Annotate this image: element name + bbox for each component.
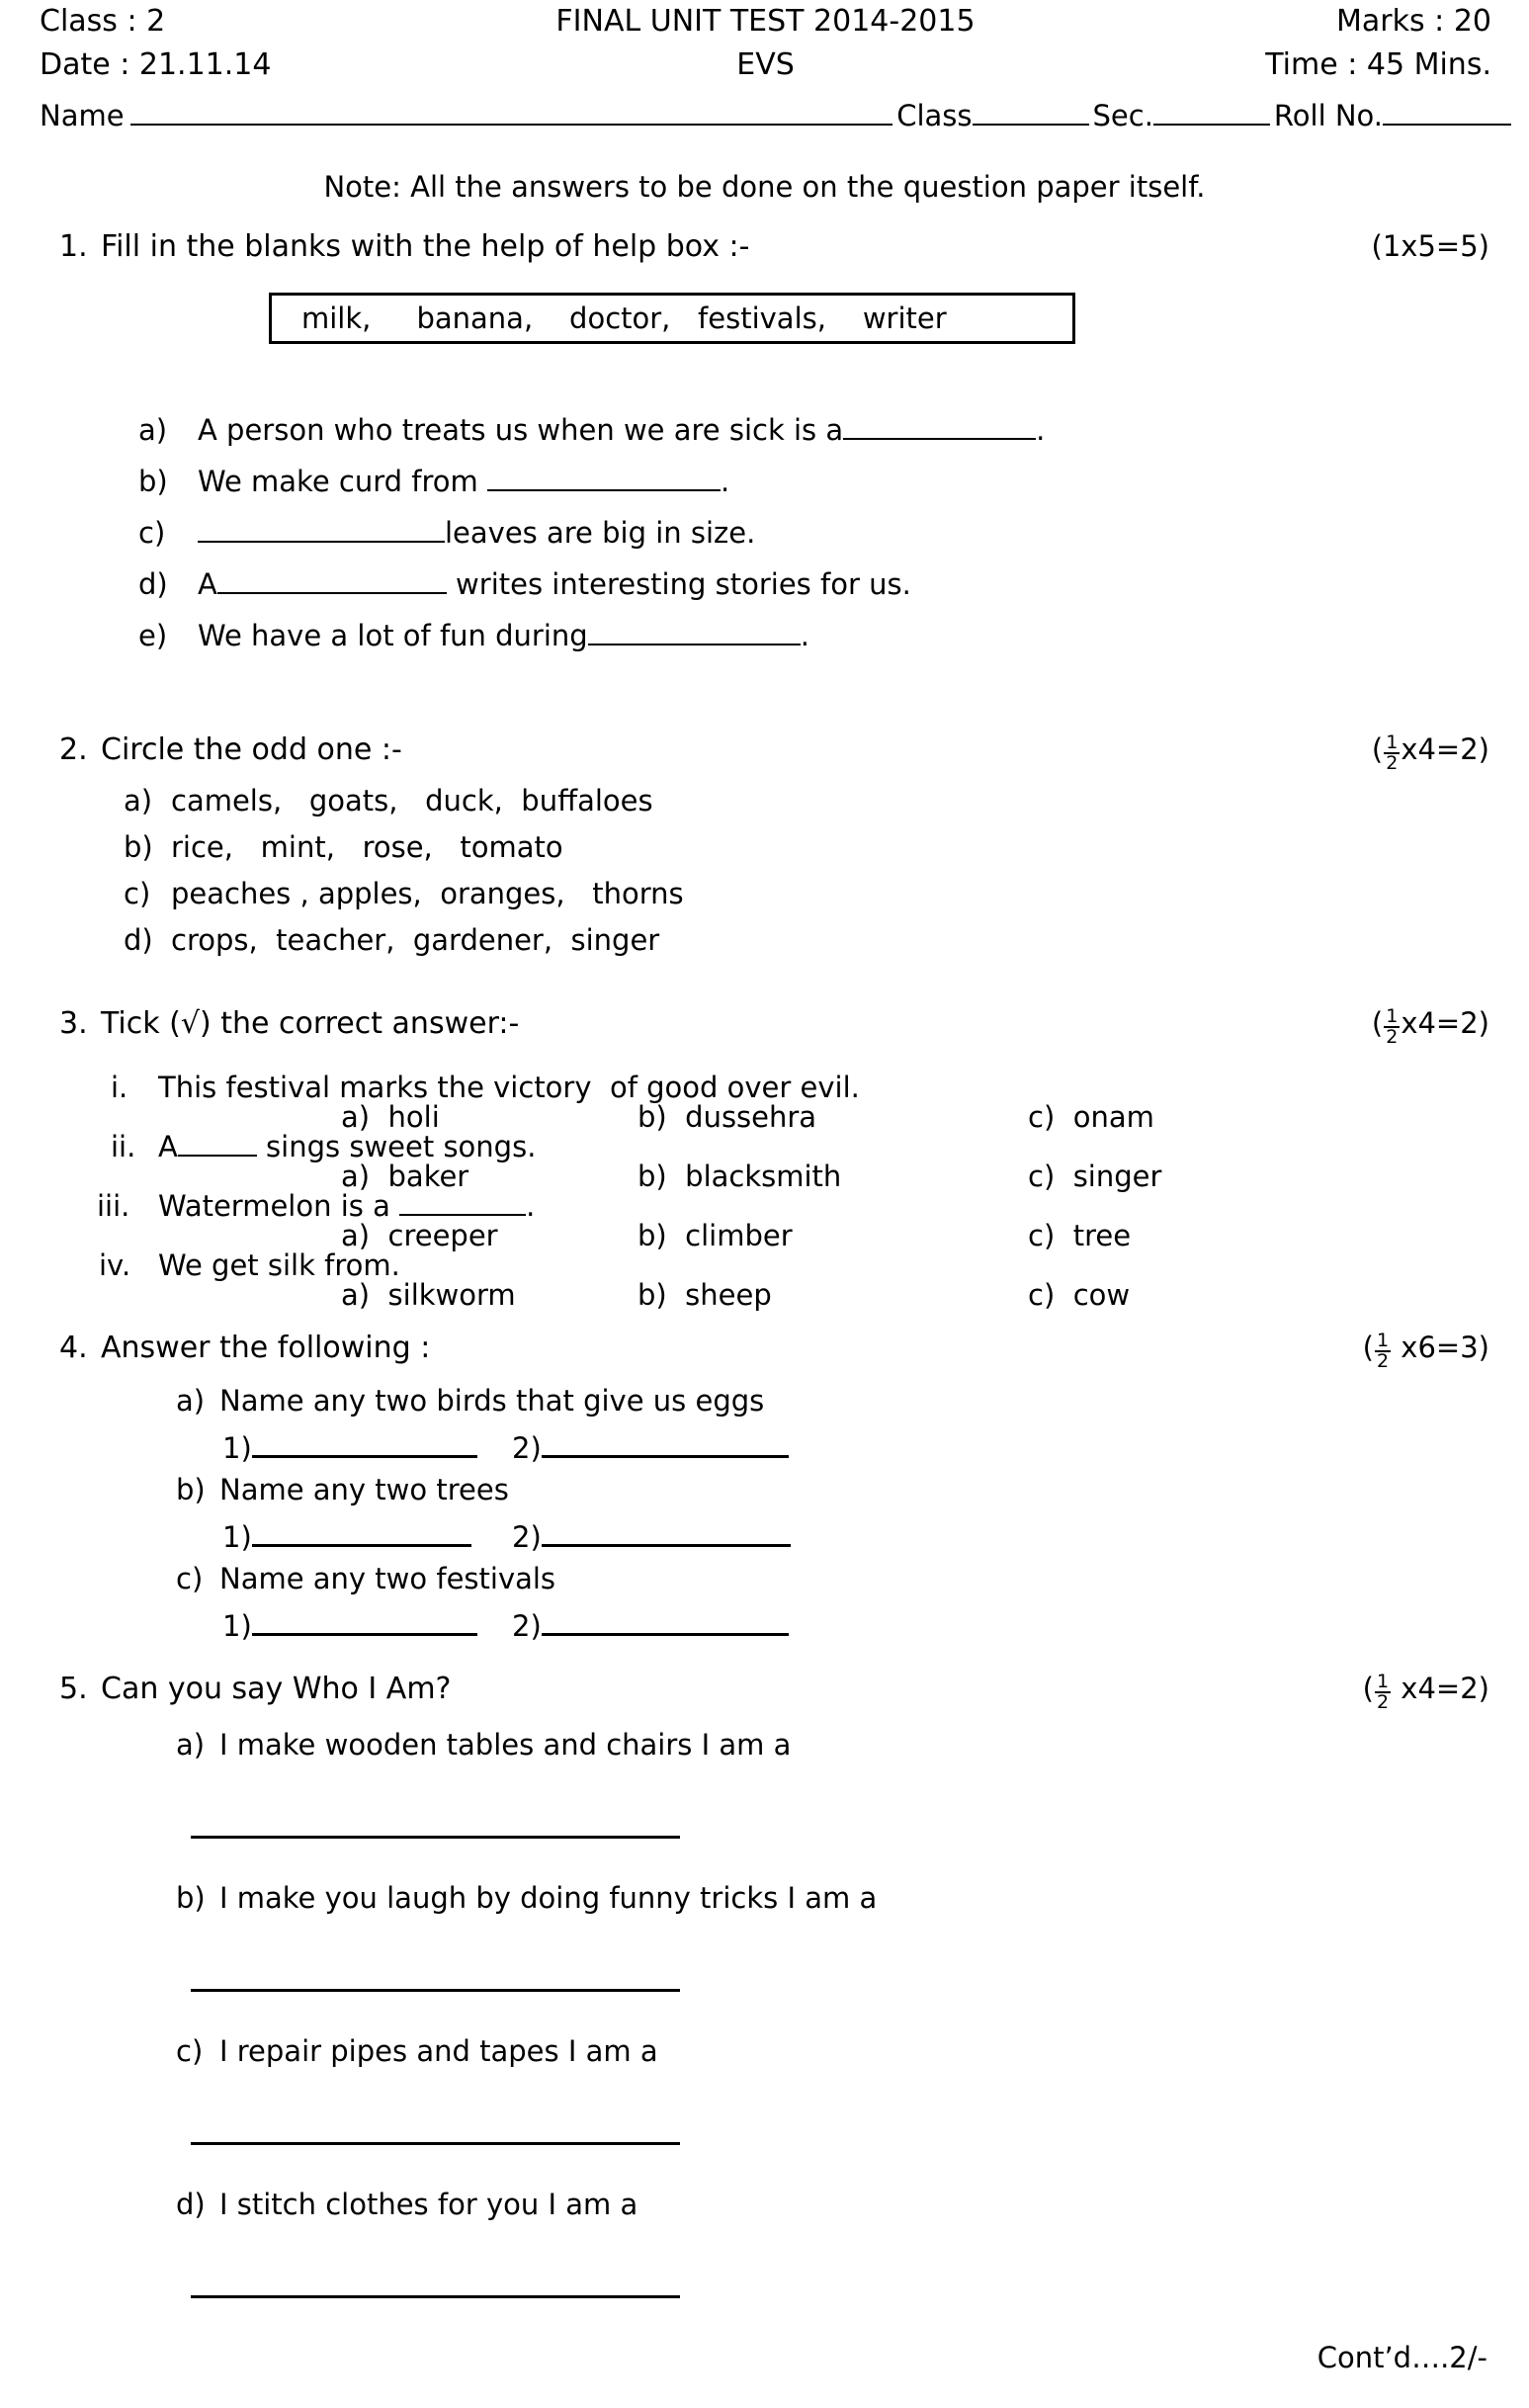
question-4-text: Answer the following : [101,1331,431,1365]
q3-item-iv-option-a[interactable]: a) silkworm [341,1278,516,1312]
q2-item-c-marker: c) [124,877,151,910]
question-1-text: Fill in the blanks with the help of help box :- [101,229,750,264]
q2-item-b-text[interactable]: rice, mint, rose, tomato [171,830,563,864]
question-2-heading [59,731,1489,774]
q5-marks-prefix: ( [1362,1672,1374,1705]
question-3-marks [1371,1005,1489,1048]
q1-item-b [138,465,729,498]
q1-item-b-marker: b) [138,465,168,498]
q3-marks-fraction [1384,1007,1400,1047]
q5-item-b-text: I make you laugh by doing funny tricks I am a [219,1881,878,1915]
question-1-marks: (1x5=5) [1371,229,1489,263]
q3-item-i-option-b[interactable]: b) dussehra [637,1100,817,1134]
q3-item-ii [111,1130,536,1163]
q5-marks-suffix: x4=2) [1392,1672,1489,1705]
q3-item-iv-option-c[interactable]: c) cow [1028,1278,1131,1312]
help-box [269,293,1075,344]
q2-marks-denominator: 2 [1386,752,1399,774]
q1-item-a [138,413,1045,447]
time-label: Time : 45 Mins. [1265,47,1491,82]
q3-item-iii-stem-before: Watermelon is a [158,1189,400,1223]
help-box-words: milk, banana, doctor, festivals, writer [301,301,947,335]
q4-marks-denominator: 2 [1377,1350,1390,1372]
q1-item-a-marker: a) [138,413,168,447]
q1-item-d-text-before: A [198,567,217,601]
instruction-note: Note: All the answers to be done on the question paper itself. [323,170,1206,204]
student-details-row [40,99,1511,132]
q3-item-ii-blank[interactable] [178,1133,257,1157]
q4-item-b-answer-1-label: 1) [222,1520,252,1554]
header-row-2 [40,43,1491,87]
q4-item-a-answer-2 [512,1431,789,1465]
q5-item-b-answer-line[interactable] [191,1989,680,1992]
q3-marks-suffix: x4=2) [1401,1006,1489,1040]
question-2-number: 2. [59,732,88,767]
q1-item-a-blank[interactable] [843,416,1036,440]
q4-item-a-answer-1-label: 1) [222,1431,252,1465]
q4-item-b-text: Name any two trees [219,1473,509,1506]
question-1-number: 1. [59,229,88,264]
name-input-line[interactable] [130,100,893,126]
q2-item-a [124,784,653,817]
q5-item-c-text: I repair pipes and tapes I am a [219,2034,658,2068]
q5-item-a-answer-line[interactable] [191,1836,680,1839]
sec-input-line[interactable] [1153,100,1270,126]
q1-item-d [138,567,911,601]
q3-item-ii-option-a[interactable]: a) baker [341,1160,469,1193]
q1-item-e [138,619,809,652]
subject-label: EVS [736,47,795,82]
q4-item-b-answer-2-line[interactable] [542,1524,791,1547]
q3-item-i-stem: This festival marks the victory of good over evil. [158,1071,860,1104]
q5-item-d [176,2188,637,2221]
q4-item-a [176,1384,764,1418]
q5-item-c [176,2034,658,2068]
q3-item-ii-stem-before: A [158,1130,178,1163]
q5-item-a-marker: a) [176,1728,206,1762]
question-5-marks [1362,1671,1489,1713]
question-5-number: 5. [59,1672,88,1706]
q4-item-c-answer-2-line[interactable] [542,1613,789,1636]
q1-item-b-blank[interactable] [487,468,721,491]
question-3-text: Tick (√) the correct answer:- [101,1006,520,1041]
q2-item-a-text[interactable]: camels, goats, duck, buffaloes [171,784,653,817]
q2-item-d-marker: d) [124,923,153,957]
q3-item-i-marker: i. [111,1071,128,1104]
q4-item-c-marker: c) [176,1562,204,1595]
q4-item-a-text: Name any two birds that give us eggs [219,1384,765,1418]
q2-marks-suffix: x4=2) [1401,732,1489,766]
q2-item-c-text[interactable]: peaches , apples, oranges, thorns [171,877,684,910]
q4-item-b [176,1473,509,1506]
header-row-1 [40,0,1491,43]
class-label: Class : 2 [40,4,166,39]
name-field-label: Name [40,99,125,132]
q5-item-b [176,1881,877,1915]
q5-item-c-marker: c) [176,2034,204,2068]
question-2-text: Circle the odd one :- [101,732,402,767]
q3-item-iii-marker: iii. [97,1189,130,1223]
roll-field-label: Roll No. [1273,99,1383,132]
question-1-heading [59,229,1489,264]
q2-marks-prefix: ( [1371,732,1384,766]
q3-item-iii-option-a[interactable]: a) creeper [341,1219,498,1252]
q2-item-d [124,923,659,957]
q1-item-c-blank[interactable] [198,519,445,543]
q4-item-c-answer-1-line[interactable] [252,1613,477,1636]
q3-marks-prefix: ( [1371,1006,1384,1040]
q5-item-a [176,1728,791,1762]
q1-item-e-blank[interactable] [588,622,801,645]
roll-input-line[interactable] [1383,100,1511,126]
q4-item-a-answer-2-label: 2) [512,1431,542,1465]
q1-item-c [138,516,755,550]
q1-item-c-marker: c) [138,516,166,550]
q4-item-a-answer-1 [222,1431,477,1465]
exam-title: FINAL UNIT TEST 2014-2015 [555,4,976,39]
question-3-heading [59,1005,1489,1048]
q1-item-d-marker: d) [138,567,168,601]
q3-item-iv-option-b[interactable]: b) sheep [637,1278,772,1312]
q5-marks-fraction [1375,1673,1391,1712]
question-5-text: Can you say Who I Am? [101,1672,452,1706]
paper-header [40,0,1491,87]
q4-item-a-answer-1-line[interactable] [252,1435,477,1458]
q1-item-c-text-after: leaves are big in size. [445,516,756,550]
q3-item-i [111,1071,860,1104]
q2-item-c [124,877,684,910]
q5-marks-denominator: 2 [1377,1691,1390,1713]
q1-item-a-text-before: A person who treats us when we are sick is a [198,413,844,447]
q3-item-ii-option-b[interactable]: b) blacksmith [637,1160,842,1193]
q3-item-i-option-c[interactable]: c) onam [1028,1100,1154,1134]
q3-item-iii-stem-after: . [526,1189,536,1223]
q3-item-i-option-a[interactable]: a) holi [341,1100,440,1134]
question-4-heading [59,1330,1489,1372]
q4-item-b-marker: b) [176,1473,206,1506]
q4-marks-fraction [1375,1332,1391,1371]
q4-item-c [176,1562,555,1595]
q3-item-iv-marker: iv. [99,1248,131,1282]
q3-item-iii-option-c[interactable]: c) tree [1028,1219,1132,1252]
q5-marks-numerator: 1 [1377,1671,1390,1692]
q4-item-c-answer-2 [512,1609,789,1643]
class-input-line[interactable] [973,100,1089,126]
q3-item-iii [97,1189,535,1223]
q4-marks-suffix: x6=3) [1392,1331,1489,1364]
q4-item-b-answer-1 [222,1520,471,1554]
q1-item-e-text-after: . [800,619,809,652]
q5-item-d-marker: d) [176,2188,206,2221]
date-label: Date : 21.11.14 [40,47,272,82]
q4-item-c-text: Name any two festivals [219,1562,556,1595]
question-5-heading [59,1671,1489,1713]
q5-item-d-text: I stitch clothes for you I am a [219,2188,638,2221]
question-2-marks [1371,731,1489,774]
q3-item-ii-marker: ii. [111,1130,136,1163]
q4-item-b-answer-1-line[interactable] [252,1524,471,1547]
q2-marks-fraction [1384,733,1400,773]
q4-marks-numerator: 1 [1377,1330,1390,1351]
class-field-label: Class [896,99,973,132]
q4-marks-prefix: ( [1362,1331,1374,1364]
q2-item-b [124,830,563,864]
q4-item-c-answer-1-label: 1) [222,1609,252,1643]
question-4-number: 4. [59,1331,88,1365]
q2-item-a-marker: a) [124,784,153,817]
q1-item-d-text-after: writes interesting stories for us. [446,567,911,601]
marks-label: Marks : 20 [1336,4,1491,39]
q4-item-c-answer-1 [222,1609,477,1643]
q1-item-b-text-after: . [720,465,730,498]
q4-item-b-answer-2-label: 2) [512,1520,542,1554]
q3-item-iii-option-b[interactable]: b) climber [637,1219,793,1252]
q4-item-b-answer-2 [512,1520,791,1554]
q2-item-b-marker: b) [124,830,153,864]
q1-item-d-blank[interactable] [217,570,447,594]
sec-field-label: Sec. [1092,99,1153,132]
q5-item-d-answer-line[interactable] [191,2295,680,2298]
q3-item-iv-stem: We get silk from. [158,1248,400,1282]
q4-item-a-marker: a) [176,1384,206,1418]
q3-item-ii-stem-after: sings sweet songs. [256,1130,537,1163]
q3-item-iv [99,1248,400,1282]
q2-item-d-text[interactable]: crops, teacher, gardener, singer [171,923,660,957]
question-4-marks [1362,1330,1489,1372]
q2-marks-numerator: 1 [1386,731,1399,753]
q5-item-b-marker: b) [176,1881,206,1915]
q4-item-a-answer-2-line[interactable] [542,1435,789,1458]
q3-marks-numerator: 1 [1386,1005,1399,1027]
q5-item-a-text: I make wooden tables and chairs I am a [219,1728,792,1762]
q1-item-a-text-after: . [1036,413,1046,447]
q3-item-ii-option-c[interactable]: c) singer [1028,1160,1162,1193]
q3-marks-denominator: 2 [1386,1026,1399,1048]
continued-note: Cont’d….2/- [1317,2341,1487,2374]
q3-item-iii-blank[interactable] [399,1192,526,1216]
q4-item-c-answer-2-label: 2) [512,1609,542,1643]
q1-item-e-marker: e) [138,619,168,652]
q1-item-e-text-before: We have a lot of fun during [198,619,588,652]
question-3-number: 3. [59,1006,88,1041]
q5-item-c-answer-line[interactable] [191,2142,680,2145]
q1-item-b-text-before: We make curd from [198,465,487,498]
